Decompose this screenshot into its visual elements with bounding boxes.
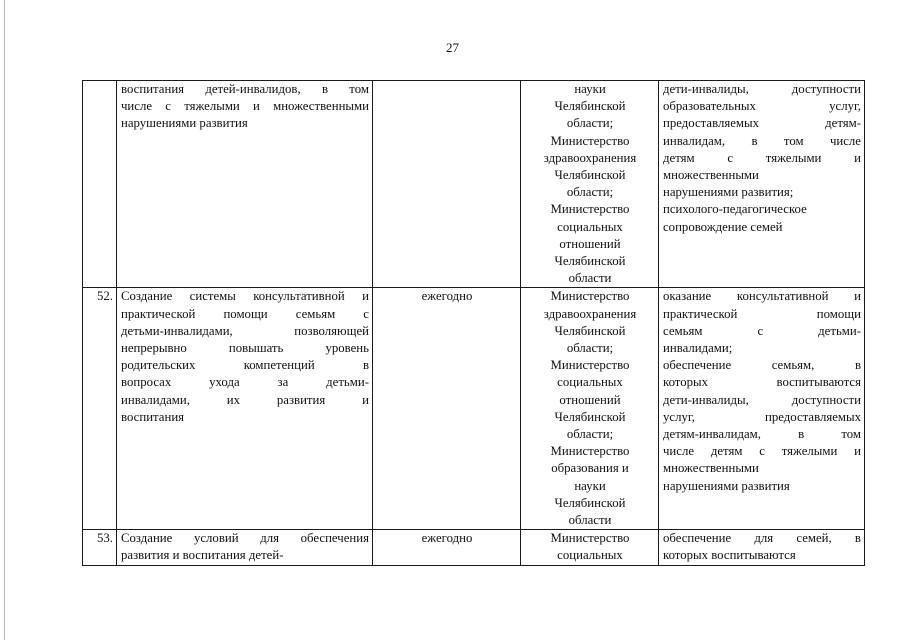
text-line bbox=[121, 81, 369, 98]
word: числе bbox=[663, 444, 695, 459]
word: и bbox=[253, 99, 260, 114]
word: уровень bbox=[325, 341, 369, 356]
text-line bbox=[663, 115, 861, 132]
text-line bbox=[663, 184, 861, 201]
word: детей-инвалидов, bbox=[205, 82, 301, 96]
word: воспитываются bbox=[776, 375, 861, 390]
text-line: отношений bbox=[559, 236, 621, 251]
word: детям bbox=[710, 444, 743, 459]
text-line: Министерство bbox=[550, 531, 630, 546]
word: помощи bbox=[223, 306, 268, 321]
executor-cell bbox=[521, 288, 659, 530]
word: с bbox=[757, 323, 764, 338]
word: развития bbox=[121, 548, 170, 563]
text-line bbox=[663, 219, 861, 236]
word: воспитываются bbox=[711, 548, 796, 563]
word: для bbox=[754, 531, 774, 546]
text-line bbox=[121, 547, 369, 564]
row-number-cell bbox=[83, 81, 117, 288]
word: доступности bbox=[791, 392, 861, 407]
text-line: Челябинской bbox=[554, 99, 626, 114]
word: нарушениями развития bbox=[663, 478, 790, 493]
result-cell bbox=[659, 288, 865, 530]
word: дети-инвалиды, bbox=[663, 82, 749, 96]
text-line: здравоохранения bbox=[543, 150, 637, 165]
word: развития bbox=[276, 392, 326, 407]
word: нарушениями развития bbox=[121, 116, 248, 131]
word: образовательных bbox=[663, 99, 756, 114]
word: и bbox=[854, 289, 861, 304]
row-number-cell: 52. bbox=[83, 288, 117, 530]
term-cell bbox=[373, 81, 521, 288]
word: семей, bbox=[796, 531, 832, 546]
text-line bbox=[663, 357, 861, 374]
word: с bbox=[759, 444, 765, 459]
word: в bbox=[854, 531, 861, 546]
result-cell bbox=[659, 530, 865, 565]
text-line: Челябинской bbox=[554, 409, 626, 424]
word: числе bbox=[121, 99, 153, 114]
text-line: науки bbox=[574, 82, 606, 96]
text-line bbox=[663, 392, 861, 409]
word: инвалидами; bbox=[663, 341, 733, 356]
text-line: Челябинской bbox=[554, 495, 626, 510]
word: повышать bbox=[228, 341, 284, 356]
word: для bbox=[260, 531, 280, 546]
word: услуг, bbox=[829, 99, 861, 114]
text-line bbox=[663, 81, 861, 98]
word: за bbox=[277, 375, 289, 390]
text-line bbox=[121, 98, 369, 115]
table-row bbox=[83, 81, 865, 288]
word: детей- bbox=[248, 548, 284, 563]
text-line bbox=[663, 150, 861, 167]
text-line: отношений bbox=[559, 392, 621, 407]
word: в bbox=[798, 427, 805, 442]
text-line: Министерство bbox=[550, 444, 630, 459]
word: воспитания bbox=[121, 409, 185, 424]
word: воспитания bbox=[121, 82, 185, 96]
text-line bbox=[121, 288, 369, 305]
word: воспитания bbox=[182, 548, 246, 563]
text-line bbox=[663, 426, 861, 443]
word: детьми- bbox=[818, 323, 861, 338]
word: непрерывно bbox=[121, 341, 187, 356]
text-line: области; bbox=[566, 427, 614, 442]
word: в bbox=[854, 358, 861, 373]
text-line: здравоохранения bbox=[543, 306, 637, 321]
text-line: Челябинской bbox=[554, 168, 626, 183]
word: в bbox=[751, 133, 758, 148]
word: инвалидами, bbox=[121, 392, 190, 407]
word: оказание bbox=[663, 289, 712, 304]
text-line bbox=[663, 306, 861, 323]
text-line bbox=[663, 547, 861, 564]
page-number: 27 bbox=[446, 40, 459, 55]
text-line: науки bbox=[574, 478, 606, 493]
word: ухода bbox=[209, 375, 240, 390]
word: множественными bbox=[273, 99, 369, 114]
word: которых bbox=[663, 548, 709, 563]
word: Создание bbox=[121, 531, 173, 546]
text-line bbox=[663, 374, 861, 391]
word: с bbox=[165, 99, 171, 114]
word: тяжелыми bbox=[765, 150, 822, 165]
word: в bbox=[321, 82, 328, 96]
text-line bbox=[121, 409, 369, 426]
text-line: Министерство bbox=[550, 202, 630, 217]
word: нарушениями развития; bbox=[663, 185, 794, 200]
text-line: Челябинской bbox=[554, 254, 626, 269]
word: Создание bbox=[121, 289, 173, 304]
text-line: области; bbox=[566, 185, 614, 200]
event-cell bbox=[117, 81, 373, 288]
measures-table bbox=[82, 80, 865, 566]
text-line bbox=[121, 306, 369, 323]
text-line: области; bbox=[566, 116, 614, 131]
event-cell bbox=[117, 288, 373, 530]
word: множественными bbox=[663, 461, 759, 476]
text-line bbox=[663, 98, 861, 115]
word: семьям bbox=[663, 323, 703, 338]
text-line bbox=[121, 374, 369, 391]
text-line: области bbox=[568, 513, 612, 528]
text-line bbox=[121, 357, 369, 374]
text-line: Министерство bbox=[550, 358, 630, 373]
word: тяжелыми bbox=[184, 99, 240, 114]
text-line: социальных bbox=[557, 375, 623, 390]
text-line: социальных bbox=[557, 219, 623, 234]
word: обеспечение bbox=[663, 531, 732, 546]
text-line bbox=[663, 167, 861, 184]
word: детьми-инвалидами, bbox=[121, 323, 233, 338]
text-line: Министерство bbox=[550, 133, 630, 148]
term-cell: ежегодно bbox=[373, 530, 521, 565]
result-cell bbox=[659, 81, 865, 288]
row-number-cell: 53. bbox=[83, 530, 117, 565]
text-line: образования и bbox=[551, 461, 629, 476]
word: доступности bbox=[791, 82, 861, 96]
word: с bbox=[727, 150, 734, 165]
text-line bbox=[663, 323, 861, 340]
word: числе bbox=[829, 133, 861, 148]
word: том bbox=[783, 133, 804, 148]
text-line bbox=[121, 530, 369, 547]
word: инвалидам, bbox=[663, 133, 726, 148]
term-cell: ежегодно bbox=[373, 288, 521, 530]
word: детям bbox=[663, 150, 695, 165]
word: и bbox=[854, 150, 861, 165]
word: обеспечения bbox=[300, 531, 369, 546]
word: сопровождение семей bbox=[663, 219, 783, 234]
table-row bbox=[83, 530, 865, 565]
text-line: области; bbox=[566, 341, 614, 356]
word: консультативной bbox=[736, 289, 829, 304]
word: обеспечение bbox=[663, 358, 732, 373]
word: и bbox=[172, 548, 180, 563]
text-line bbox=[663, 460, 861, 477]
text-line bbox=[663, 288, 861, 305]
text-line: Челябинской bbox=[554, 323, 626, 338]
text-line bbox=[663, 530, 861, 547]
word: практической bbox=[121, 306, 196, 321]
word: психолого-педагогическое bbox=[663, 202, 807, 217]
word: предоставляемых bbox=[663, 116, 760, 131]
text-line bbox=[663, 201, 861, 218]
executor-cell bbox=[521, 81, 659, 288]
word: и bbox=[362, 392, 369, 407]
word: которых bbox=[663, 375, 709, 390]
text-line bbox=[663, 478, 861, 495]
executor-cell bbox=[521, 530, 659, 565]
word: детям- bbox=[825, 116, 861, 131]
word: тяжелыми bbox=[781, 444, 838, 459]
text-line: области bbox=[568, 271, 612, 286]
text-line: социальных bbox=[557, 548, 623, 563]
text-line bbox=[121, 392, 369, 409]
word: позволяющей bbox=[294, 323, 369, 338]
word: множественными bbox=[663, 168, 759, 183]
word: практической bbox=[663, 306, 738, 321]
word: компетенций bbox=[243, 358, 315, 373]
text-line bbox=[663, 340, 861, 357]
word: предоставляемых bbox=[764, 409, 861, 424]
text-line bbox=[121, 340, 369, 357]
word: их bbox=[226, 392, 241, 407]
word: консультативной bbox=[253, 289, 345, 304]
word: семьям, bbox=[771, 358, 815, 373]
text-line bbox=[121, 115, 369, 132]
word: и bbox=[362, 289, 369, 304]
word: дети-инвалиды, bbox=[663, 392, 749, 407]
text-line: Министерство bbox=[550, 289, 630, 304]
word: в bbox=[362, 358, 369, 373]
word: с bbox=[363, 306, 369, 321]
word: условий bbox=[193, 531, 239, 546]
word: услуг, bbox=[663, 409, 695, 424]
text-line bbox=[663, 443, 861, 460]
text-line bbox=[663, 133, 861, 150]
word: детьми- bbox=[326, 375, 369, 390]
event-cell bbox=[117, 530, 373, 565]
word: том bbox=[841, 427, 861, 442]
word: системы bbox=[189, 289, 236, 304]
word: семьям bbox=[295, 306, 336, 321]
word: и bbox=[854, 444, 861, 459]
scan-edge-line bbox=[4, 0, 5, 640]
table-row bbox=[83, 288, 865, 530]
word: детям-инвалидам, bbox=[663, 427, 761, 442]
word: том bbox=[349, 82, 369, 96]
word: вопросах bbox=[121, 375, 172, 390]
word: помощи bbox=[816, 306, 861, 321]
text-line bbox=[663, 409, 861, 426]
text-line bbox=[121, 323, 369, 340]
word: родительских bbox=[121, 358, 196, 373]
